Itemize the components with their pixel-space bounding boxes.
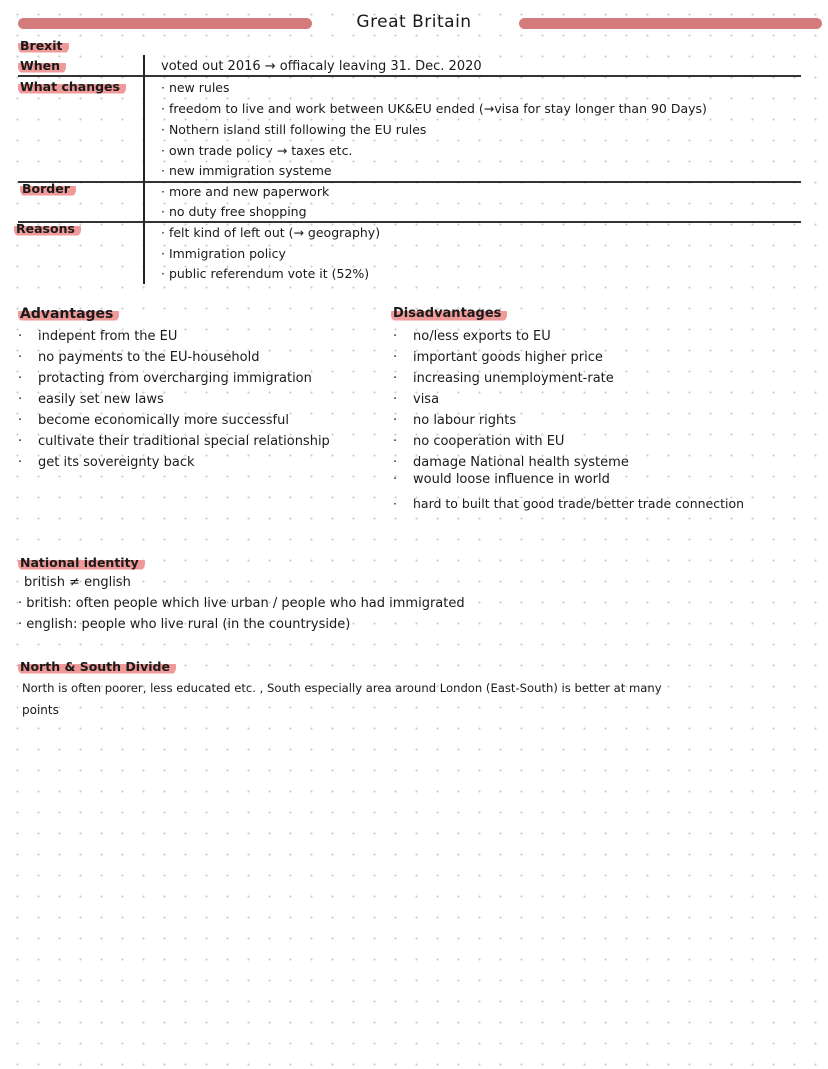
what-changes-item: · Nothern island still following the EU rules (161, 122, 427, 137)
reasons-item: · felt kind of left out (→ geography) (161, 225, 381, 240)
row-label-border: Border (20, 181, 76, 197)
national-identity-line: · english: people who live rural (in the countryside) (18, 617, 351, 632)
when-value: voted out 2016 → offiacaly leaving 31. Dec. 2020 (161, 59, 482, 74)
reasons-item: · Immigration policy (161, 246, 286, 261)
row-label-when: When (18, 58, 66, 74)
what-changes-item: · new immigration systeme (161, 163, 332, 178)
table-divider-3 (18, 221, 801, 223)
advantages-heading: Advantages (18, 306, 119, 322)
disadvantages-heading: Disadvantages (391, 306, 507, 322)
national-identity-line: · british: often people which live urban / people who had immigrated (18, 596, 465, 611)
reasons-item: · public referendum vote it (52%) (161, 266, 370, 281)
table-divider-2 (18, 181, 801, 183)
table-vertical-divider (143, 55, 145, 284)
north-south-line: North is often poorer, less educated etc. , South especially area around London (East-South) is better at many (22, 681, 662, 695)
what-changes-item: · freedom to live and work between UK&EU ended (→visa for stay longer than 90 Days) (161, 101, 707, 116)
border-item: · no duty free shopping (161, 204, 307, 219)
north-south-line: points (22, 703, 59, 717)
row-label-reasons: Reasons (14, 221, 81, 237)
border-item: · more and new paperwork (161, 184, 330, 199)
national-identity-line: british ≠ english (24, 575, 131, 590)
row-label-what-changes: What changes (18, 79, 126, 95)
what-changes-item: · new rules (161, 80, 230, 95)
title-decoration-right (519, 18, 822, 29)
what-changes-item: · own trade policy → taxes etc. (161, 143, 353, 158)
page-title: Great Britain (356, 12, 472, 32)
national-identity-heading: National identity (18, 555, 145, 571)
brexit-heading: Brexit (18, 38, 69, 54)
north-south-heading: North & South Divide (18, 659, 176, 675)
